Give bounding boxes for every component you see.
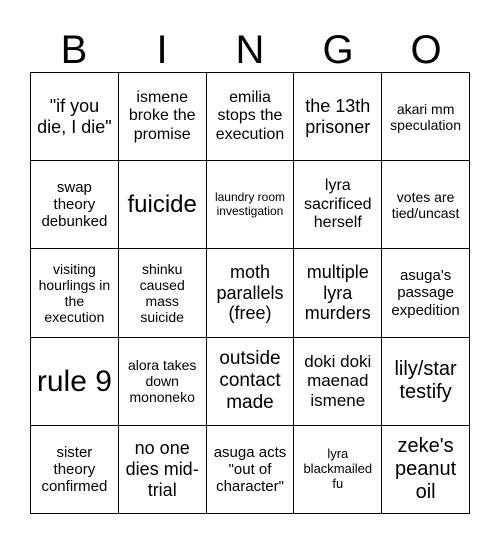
bingo-cell[interactable]: laundry room investigation [207, 161, 295, 249]
bingo-cell[interactable]: lyra sacrificed herself [294, 161, 382, 249]
bingo-cell[interactable]: lily/star testify [382, 338, 470, 426]
bingo-cell[interactable]: fuicide [119, 161, 207, 249]
bingo-cell[interactable]: visiting hourlings in the execution [31, 249, 119, 337]
bingo-cell[interactable]: rule 9 [31, 338, 119, 426]
header-letter-n: N [235, 28, 265, 72]
bingo-cell[interactable]: votes are tied/uncast [382, 161, 470, 249]
header-letter-o: O [410, 28, 442, 72]
bingo-cell[interactable]: alora takes down mononeko [119, 338, 207, 426]
bingo-cell[interactable]: "if you die, I die" [31, 73, 119, 161]
bingo-cell[interactable]: swap theory debunked [31, 161, 119, 249]
bingo-cell[interactable]: lyra blackmailed fu [294, 426, 382, 514]
bingo-cell[interactable]: asuga acts "out of character" [207, 426, 295, 514]
header-letter-i: I [156, 28, 168, 72]
bingo-header [30, 24, 470, 76]
header-letter-g: G [322, 28, 354, 72]
bingo-cell[interactable]: the 13th prisoner [294, 73, 382, 161]
bingo-cell[interactable]: asuga's passage expedition [382, 249, 470, 337]
bingo-cell[interactable]: moth parallels (free) [207, 249, 295, 337]
bingo-cell[interactable]: no one dies mid-trial [119, 426, 207, 514]
header-letter-b: B [60, 28, 88, 72]
bingo-cell[interactable]: ismene broke the promise [119, 73, 207, 161]
bingo-card-grid [30, 72, 470, 514]
bingo-cell[interactable]: akari mm speculation [382, 73, 470, 161]
bingo-cell[interactable]: outside contact made [207, 338, 295, 426]
bingo-cell[interactable]: emilia stops the execution [207, 73, 295, 161]
bingo-cell[interactable]: multiple lyra murders [294, 249, 382, 337]
bingo-cell[interactable]: sister theory confirmed [31, 426, 119, 514]
bingo-cell[interactable]: shinku caused mass suicide [119, 249, 207, 337]
bingo-cell[interactable]: doki doki maenad ismene [294, 338, 382, 426]
bingo-cell[interactable]: zeke's peanut oil [382, 426, 470, 514]
